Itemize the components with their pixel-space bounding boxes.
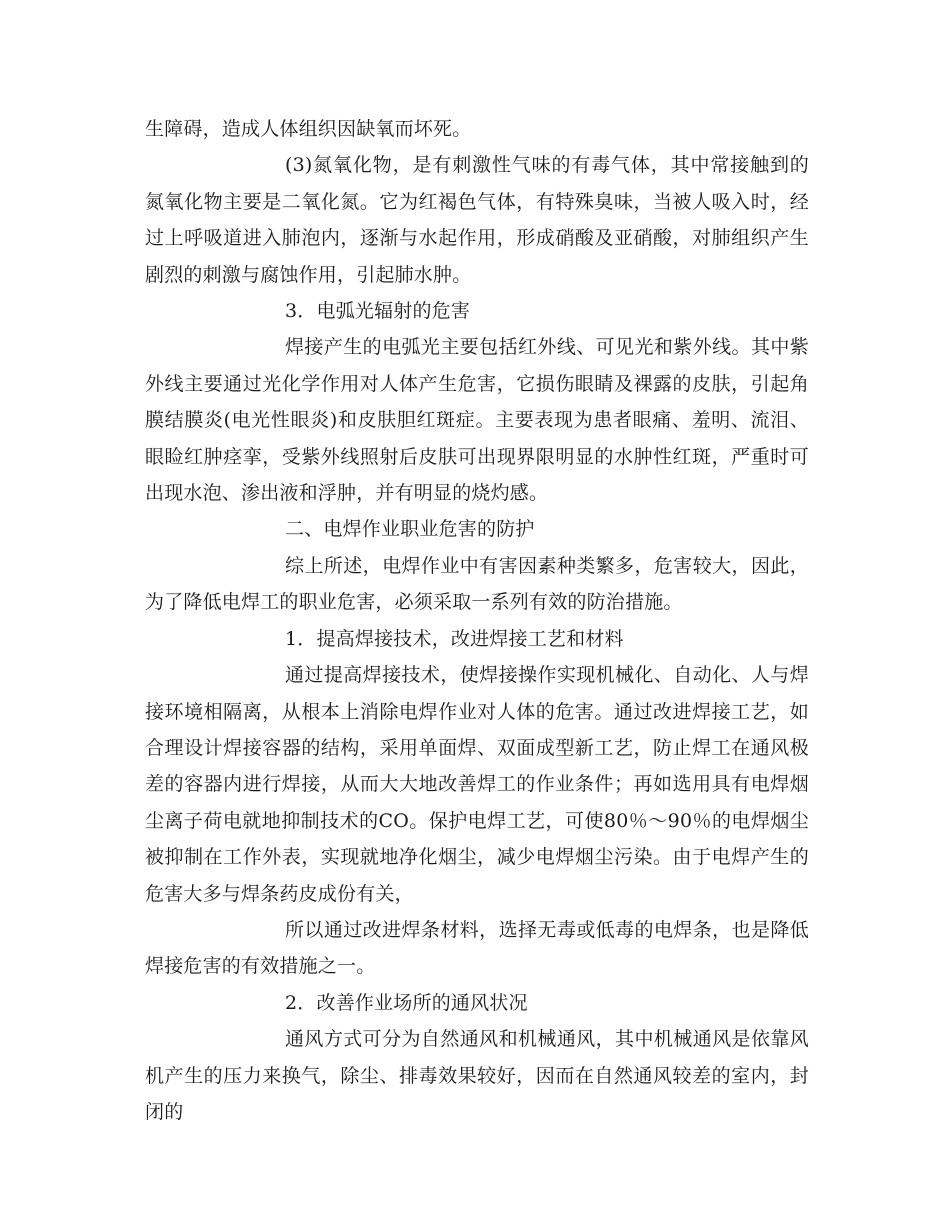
section-heading-protection: 二、电焊作业职业危害的防护 [285, 518, 535, 541]
subheading-ventilation: 2．改善作业场所的通风状况 [285, 991, 528, 1014]
section-heading-arc-radiation: 3．电弧光辐射的危害 [285, 300, 471, 323]
paragraph-ventilation: 通风方式可分为自然通风和机械通风，其中机械通风是依靠风机产生的压力来换气，除尘、排毒效果较好，因而在自然通风较差的室内，封闭的 [145, 1028, 809, 1123]
document-body [145, 111, 809, 1130]
paragraph-welding-technique: 通过提高焊接技术，使焊接操作实现机械化、自动化、人与焊接环境相隔离，从根本上消除电焊作业对人体的危害。通过改进焊接工艺，如合理设计焊接容器的结构，采用单面焊、双面成型新工艺，防止焊工在通风极差的容器内进行焊接，从而大大地改善焊工的作业条件；再如选用具有电焊烟尘离子荷电就地抑制技术的CO。保护电焊工艺，可使80％～90％的电焊烟尘被抑制在工作外表，实现就地净化烟尘，减少电焊烟尘污染。由于电焊产生的危害大多与焊条药皮成份有关， [145, 664, 809, 905]
paragraph-summary: 综上所述，电焊作业中有害因素种类繁多，危害较大，因此，为了降低电焊工的职业危害，必须采取一系列有效的防治措施。 [145, 554, 809, 614]
paragraph-electrode-material: 所以通过改进焊条材料，选择无毒或低毒的电焊条，也是降低焊接危害的有效措施之一。 [145, 918, 809, 978]
paragraph-nitrogen-oxides: (3)氮氧化物，是有刺激性气味的有毒气体，其中常接触到的氮氧化物主要是二氧化氮。它为红褐色气体，有特殊臭味，当被人吸入时，经过上呼吸道进入肺泡内，逐渐与水起作用，形成硝酸及亚硝酸，对肺组织产生剧烈的刺激与腐蚀作用，引起肺水肿。 [145, 154, 809, 286]
paragraph-arc-radiation: 焊接产生的电弧光主要包括红外线、可见光和紫外线。其中紫外线主要通过光化学作用对人体产生危害，它损伤眼睛及裸露的皮肤，引起角膜结膜炎(电光性眼炎)和皮肤胆红斑症。主要表现为患者眼痛、羞明、流泪、眼睑红肿痉挛，受紫外线照射后皮肤可出现界限明显的水肿性红斑，严重时可出现水泡、渗出液和浮肿，并有明显的烧灼感。 [145, 336, 809, 505]
subheading-welding-technique: 1．提高焊接技术，改进焊接工艺和材料 [285, 627, 624, 650]
paragraph-continuation: 生障碍，造成人体组织因缺氧而坏死。 [145, 118, 472, 140]
